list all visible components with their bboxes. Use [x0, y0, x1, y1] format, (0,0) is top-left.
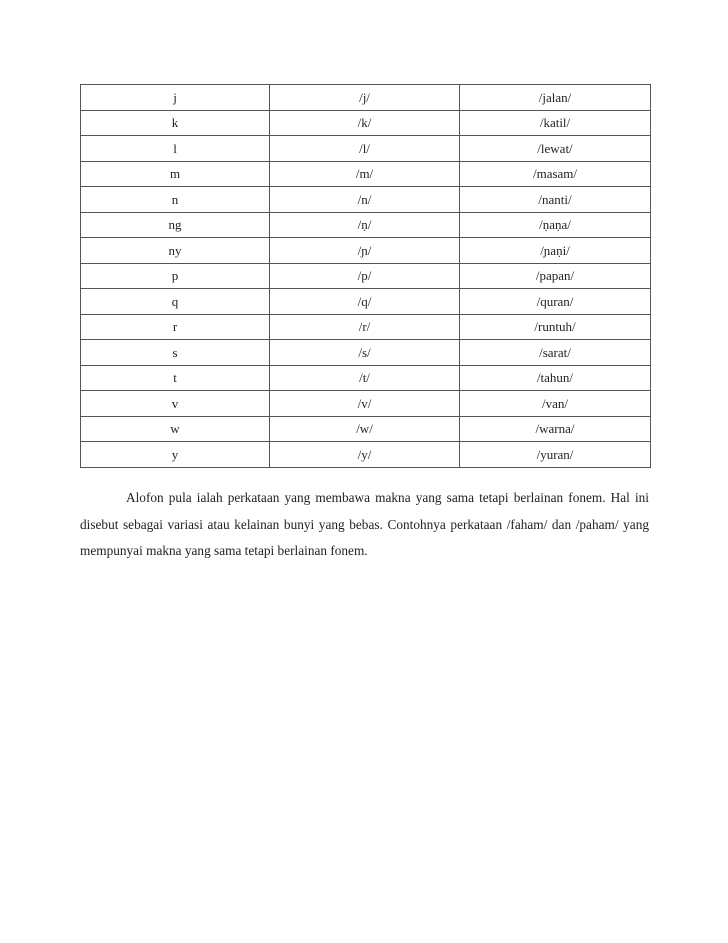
phoneme-cell: /k/ — [270, 110, 460, 136]
letter-cell: q — [81, 289, 270, 315]
example-cell: /yuran/ — [460, 442, 651, 468]
example-cell: /van/ — [460, 391, 651, 417]
letter-cell: m — [81, 161, 270, 187]
table-row — [81, 263, 651, 289]
letter-cell: n — [81, 187, 270, 213]
example-cell: /quran/ — [460, 289, 651, 315]
table-row — [81, 289, 651, 315]
example-cell: /runtuh/ — [460, 314, 651, 340]
phoneme-table — [80, 84, 651, 468]
phoneme-cell: /q/ — [270, 289, 460, 315]
table-row — [81, 314, 651, 340]
letter-cell: ny — [81, 238, 270, 264]
phoneme-cell: /ɲ/ — [270, 238, 460, 264]
phoneme-cell: /m/ — [270, 161, 460, 187]
example-cell: /tahun/ — [460, 365, 651, 391]
phoneme-table-body — [81, 85, 651, 468]
table-row — [81, 442, 651, 468]
table-row — [81, 238, 651, 264]
table-row — [81, 161, 651, 187]
example-cell: /ɲaṇi/ — [460, 238, 651, 264]
phoneme-cell: /w/ — [270, 416, 460, 442]
table-row — [81, 365, 651, 391]
table-row — [81, 391, 651, 417]
phoneme-cell: /p/ — [270, 263, 460, 289]
table-row — [81, 416, 651, 442]
phoneme-cell: /v/ — [270, 391, 460, 417]
table-row — [81, 110, 651, 136]
phoneme-cell: /n/ — [270, 187, 460, 213]
example-cell: /papan/ — [460, 263, 651, 289]
letter-cell: v — [81, 391, 270, 417]
letter-cell: j — [81, 85, 270, 111]
letter-cell: ng — [81, 212, 270, 238]
letter-cell: k — [81, 110, 270, 136]
table-row — [81, 212, 651, 238]
letter-cell: r — [81, 314, 270, 340]
example-cell: /ṇaṇa/ — [460, 212, 651, 238]
phoneme-cell: /s/ — [270, 340, 460, 366]
phoneme-cell: /t/ — [270, 365, 460, 391]
example-cell: /jalan/ — [460, 85, 651, 111]
example-cell: /nanti/ — [460, 187, 651, 213]
letter-cell: w — [81, 416, 270, 442]
phoneme-cell: /l/ — [270, 136, 460, 162]
example-cell: /lewat/ — [460, 136, 651, 162]
phoneme-cell: /ṇ/ — [270, 212, 460, 238]
table-row — [81, 187, 651, 213]
letter-cell: l — [81, 136, 270, 162]
letter-cell: s — [81, 340, 270, 366]
example-cell: /katil/ — [460, 110, 651, 136]
table-row — [81, 85, 651, 111]
table-row — [81, 136, 651, 162]
phoneme-cell: /r/ — [270, 314, 460, 340]
letter-cell: y — [81, 442, 270, 468]
table-row — [81, 340, 651, 366]
phoneme-cell: /y/ — [270, 442, 460, 468]
example-cell: /warna/ — [460, 416, 651, 442]
example-cell: /masam/ — [460, 161, 651, 187]
example-cell: /sarat/ — [460, 340, 651, 366]
letter-cell: t — [81, 365, 270, 391]
letter-cell: p — [81, 263, 270, 289]
phoneme-cell: /j/ — [270, 85, 460, 111]
body-paragraph: Alofon pula ialah perkataan yang membawa makna yang sama tetapi berlainan fonem. Hal ini disebut sebagai variasi atau kelainan bunyi yang bebas. Contohnya perkataan /faham/ dan /paham/ yang mempunyai makna yang sama tetapi berlainan fonem. — [80, 490, 649, 558]
